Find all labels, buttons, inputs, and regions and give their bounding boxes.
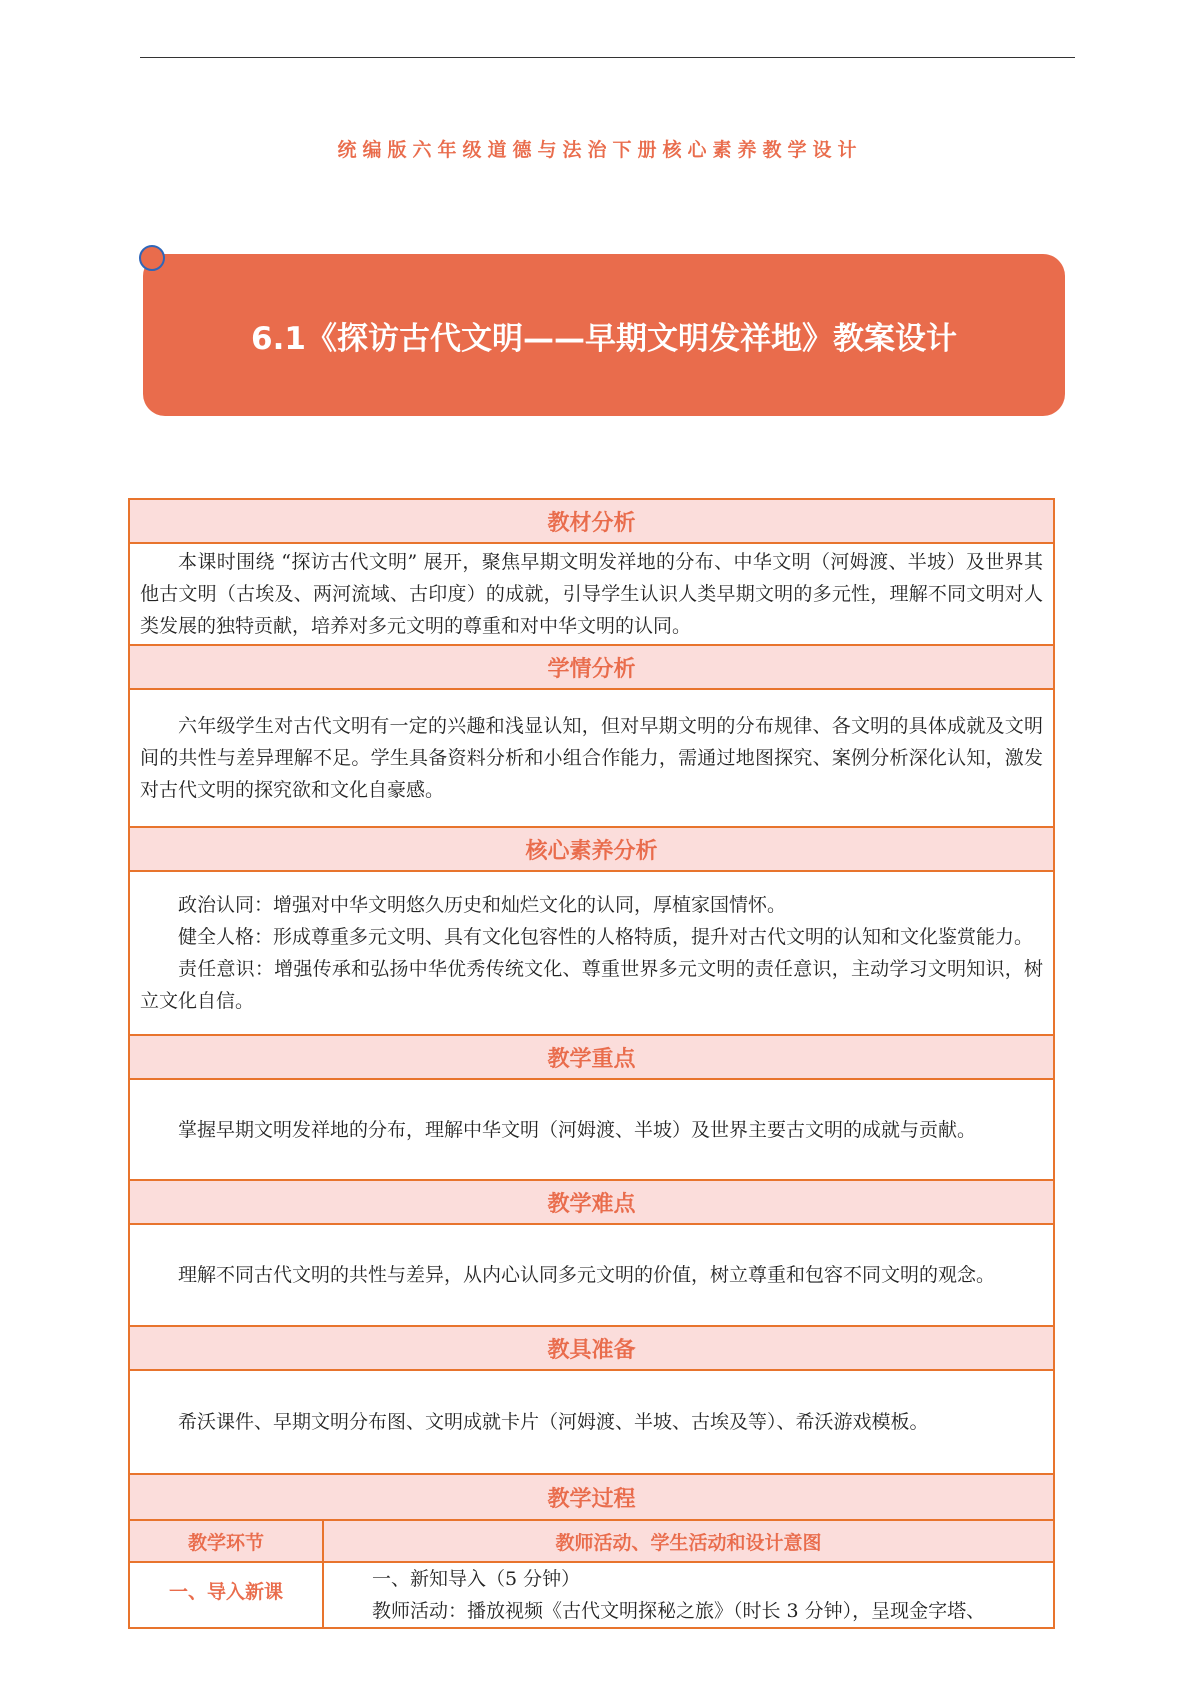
key-points-heading: 教学重点: [129, 1035, 1054, 1079]
activity-column-header: 教师活动、学生活动和设计意图: [323, 1520, 1054, 1562]
step-1-line: 一、新知导入（5 分钟）: [372, 1568, 581, 1590]
title-banner: [143, 254, 1065, 416]
material-analysis-text: 本课时围绕 “探访古代文明” 展开，聚焦早期文明发祥地的分布、中华文明（河姆渡、半坡）及世界其他古文明（古埃及、两河流域、古印度）的成就，引导学生认识人类早期文明的多元性，理解不同文明对人类发展的独特贡献，培养对多元文明的尊重和对中华文明的认同。: [140, 551, 1044, 637]
materials-heading: 教具准备: [129, 1326, 1054, 1370]
difficulties-heading: 教学难点: [129, 1180, 1054, 1224]
materials-body: [129, 1370, 1054, 1474]
running-title: 统编版六年级道德与法治下册核心素养教学设计: [337, 139, 863, 161]
process-heading: 教学过程: [129, 1474, 1054, 1520]
key-points-text: 掌握早期文明发祥地的分布，理解中华文明（河姆渡、半坡）及世界主要古文明的成就与贡献。: [178, 1118, 977, 1141]
material-analysis-heading: 教材分析: [129, 499, 1054, 543]
step-1-line: 教师活动：播放视频《古代文明探秘之旅》（时长 3 分钟），呈现金字塔、: [372, 1600, 986, 1622]
difficulties-text: 理解不同古代文明的共性与差异，从内心认同多元文明的价值，树立尊重和包容不同文明的观念。: [178, 1264, 996, 1286]
difficulties-body: [129, 1224, 1054, 1326]
step-1-name: 一、导入新课: [129, 1562, 323, 1628]
student-analysis-text: 六年级学生对古代文明有一定的兴趣和浅显认知，但对早期文明的分布规律、各文明的具体成就及文明间的共性与差异理解不足。学生具备资料分析和小组合作能力，需通过地图探究、案例分析深化认知，激发对古代文明的探究欲和文化自豪感。: [140, 715, 1044, 801]
lesson-title: 6.1《探访古代文明——早期文明发祥地》教案设计: [251, 320, 957, 357]
banner-dot-icon: [139, 245, 165, 271]
step-column-header: 教学环节: [129, 1520, 323, 1562]
top-rule: [140, 57, 1075, 58]
core-literacy-responsibility: 责任意识：增强传承和弘扬中华优秀传统文化、尊重世界多元文明的责任意识，主动学习文明知识，树立文化自信。: [140, 958, 1044, 1012]
core-literacy-body: [129, 871, 1054, 1035]
core-literacy-personality: 健全人格：形成尊重多元文明、具有文化包容性的人格特质，提升对古代文明的认知和文化鉴赏能力。: [178, 926, 1034, 948]
materials-text: 希沃课件、早期文明分布图、文明成就卡片（河姆渡、半坡、古埃及等）、希沃游戏模板。: [178, 1411, 929, 1433]
lesson-plan-table: [128, 498, 1055, 1629]
step-1-activity: [323, 1562, 1054, 1628]
student-analysis-body: [129, 689, 1054, 827]
student-analysis-heading: 学情分析: [129, 645, 1054, 689]
core-literacy-heading: 核心素养分析: [129, 827, 1054, 871]
key-points-body: [129, 1079, 1054, 1180]
material-analysis-body: [129, 543, 1054, 645]
core-literacy-political: 政治认同：增强对中华文明悠久历史和灿烂文化的认同，厚植家国情怀。: [178, 894, 787, 916]
